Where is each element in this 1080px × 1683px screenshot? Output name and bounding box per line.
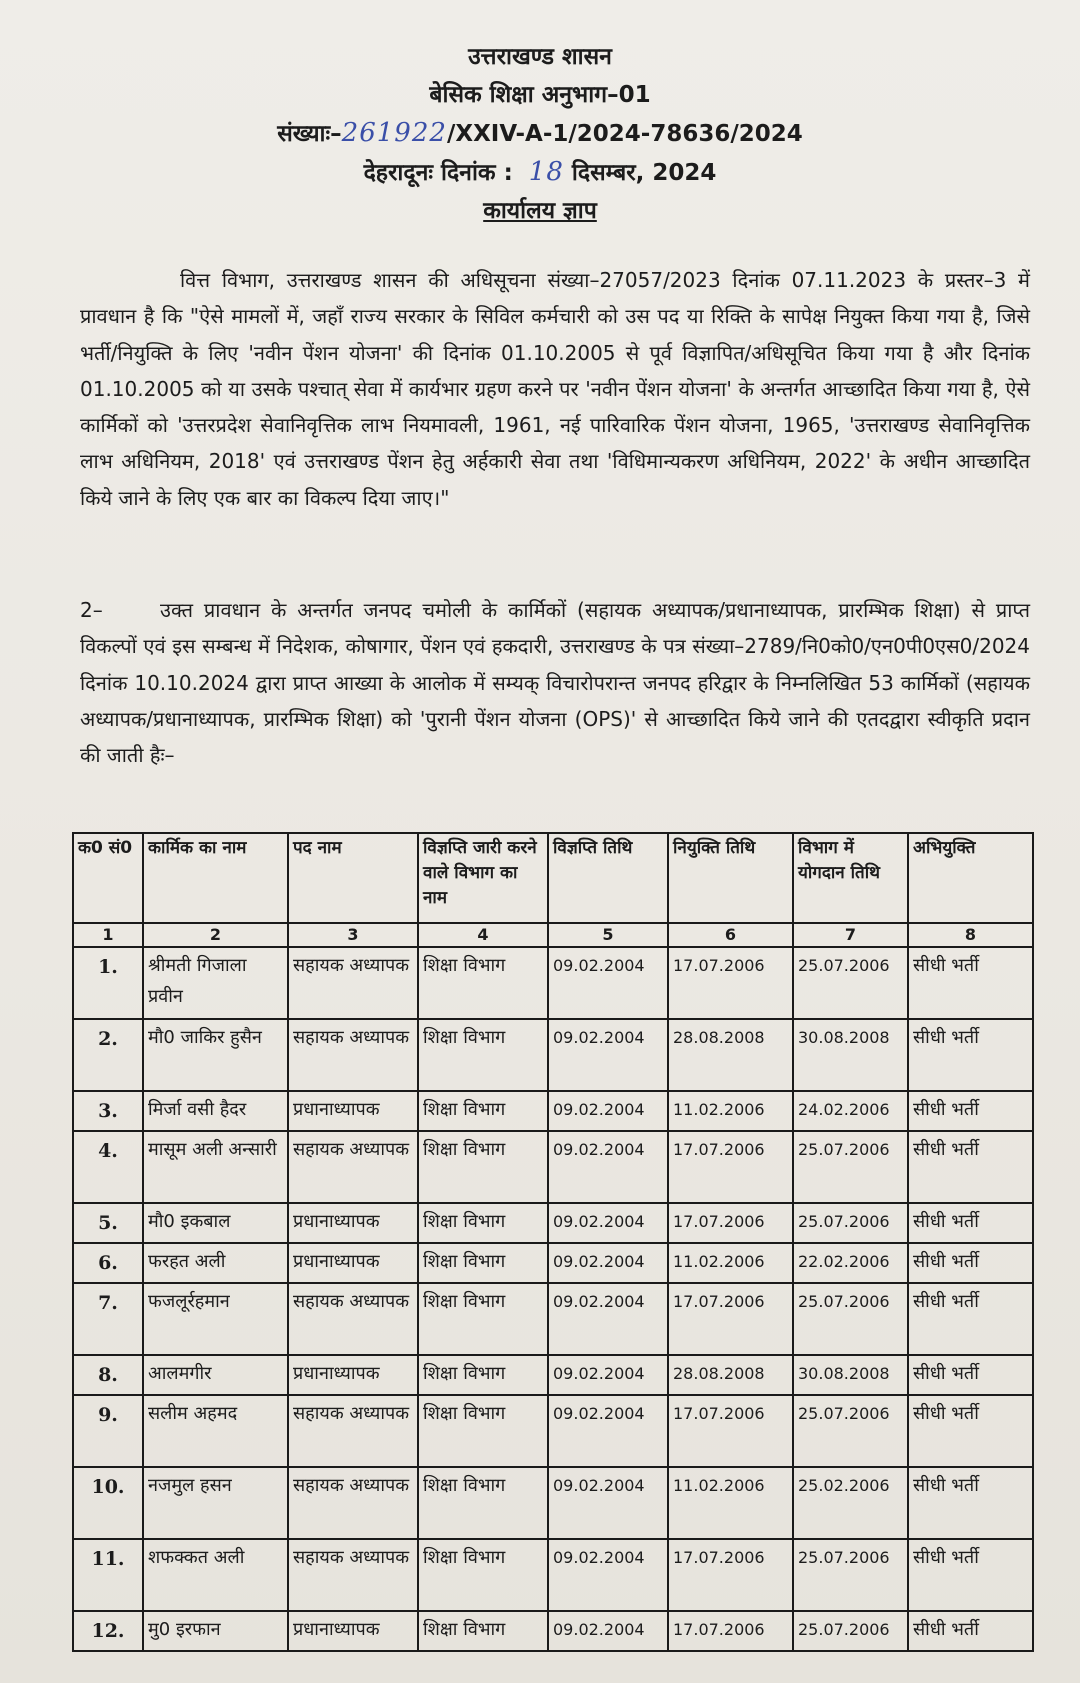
department-cell: शिक्षा विभाग (418, 947, 548, 1019)
joining-date-cell: 25.07.2006 (793, 947, 908, 1019)
handwritten-number: 261922 (341, 118, 447, 148)
handwritten-date: 18 (528, 157, 564, 187)
paragraph-number: 2– (80, 598, 103, 622)
advert-date-cell: 09.02.2004 (548, 1019, 668, 1091)
name-cell: मु0 इरफान (143, 1611, 288, 1651)
advert-date-cell: 09.02.2004 (548, 1539, 668, 1611)
appointment-date-cell: 11.02.2006 (668, 1243, 793, 1283)
serial-cell: 9. (73, 1395, 143, 1467)
section-name: बेसिक शिक्षा अनुभाग–01 (429, 82, 651, 108)
department-cell: शिक्षा विभाग (418, 1355, 548, 1395)
remarks-cell: सीधी भर्ती (908, 1355, 1033, 1395)
paragraph-1: वित्त विभाग, उत्तराखण्ड शासन की अधिसूचना संख्या–27057/2023 दिनांक 07.11.2023 के प्रस्तर–3 में प्रावधान है कि "ऐसे मामलों में, जहाँ राज्य सरकार के सिविल कर्मचारी को उस पद या रिक्ति के सापेक्ष नियुक्त किया गया है, जिसे भर्ती/नियुक्ति के लिए 'नवीन पेंशन योजना' की दिनांक 01.10.2005 से पूर्व विज्ञापित/अधिसूचित किया गया है और दिनांक 01.10.2005 को या उसके पश्चात् सेवा में कार्यभार ग्रहण करने पर 'नवीन पेंशन योजना' के अन्तर्गत आच्छादित किया गया है, ऐसे कार्मिकों को 'उत्तरप्रदेश सेवानिवृत्तिक लाभ नियमावली, 1961, नई पारिवारिक पेंशन योजना, 1965, 'उत्तराखण्ड सेवानिवृत्तिक लाभ अधिनियम, 2018' एवं उत्तराखण्ड पेंशन हेतु अर्हकारी सेवा तथा 'विधिमान्यकरण अधिनियम, 2022' के अधीन आच्छादित किये जाने के लिए एक बार का विकल्प दिया जाए।" (80, 268, 1030, 510)
joining-date-cell: 25.02.2006 (793, 1467, 908, 1539)
date-suffix: दिसम्बर, 2024 (571, 160, 717, 186)
name-cell: मौ0 जाकिर हुसैन (143, 1019, 288, 1091)
remarks-cell: सीधी भर्ती (908, 1243, 1033, 1283)
appointment-date-cell: 28.08.2008 (668, 1355, 793, 1395)
post-cell: सहायक अध्यापक (288, 1019, 418, 1091)
table-row (73, 1019, 1033, 1091)
department-cell: शिक्षा विभाग (418, 1243, 548, 1283)
name-cell: मासूम अली अन्सारी (143, 1131, 288, 1203)
advert-date-cell: 09.02.2004 (548, 1203, 668, 1243)
advert-date-cell: 09.02.2004 (548, 1395, 668, 1467)
name-cell: श्रीमती गिजाला प्रवीन (143, 947, 288, 1019)
serial-cell: 4. (73, 1131, 143, 1203)
appointment-date-cell: 28.08.2008 (668, 1019, 793, 1091)
joining-date-cell: 22.02.2006 (793, 1243, 908, 1283)
advert-date-cell: 09.02.2004 (548, 1131, 668, 1203)
department-cell: शिक्षा विभाग (418, 1539, 548, 1611)
joining-date-cell: 25.07.2006 (793, 1131, 908, 1203)
column-index: 4 (418, 923, 548, 947)
post-cell: सहायक अध्यापक (288, 1539, 418, 1611)
column-index: 3 (288, 923, 418, 947)
remarks-cell: सीधी भर्ती (908, 1611, 1033, 1651)
table-row (73, 1243, 1033, 1283)
remarks-cell: सीधी भर्ती (908, 1467, 1033, 1539)
name-cell: आलमगीर (143, 1355, 288, 1395)
advert-date-cell: 09.02.2004 (548, 1355, 668, 1395)
joining-date-cell: 30.08.2008 (793, 1355, 908, 1395)
remarks-cell: सीधी भर्ती (908, 1131, 1033, 1203)
name-cell: सलीम अहमद (143, 1395, 288, 1467)
department-cell: शिक्षा विभाग (418, 1203, 548, 1243)
table-row (73, 1467, 1033, 1539)
employee-table (72, 832, 1034, 1652)
remarks-cell: सीधी भर्ती (908, 1283, 1033, 1355)
appointment-date-cell: 11.02.2006 (668, 1091, 793, 1131)
department-cell: शिक्षा विभाग (418, 1283, 548, 1355)
column-index: 2 (143, 923, 288, 947)
remarks-cell: सीधी भर्ती (908, 1203, 1033, 1243)
appointment-date-cell: 17.07.2006 (668, 1611, 793, 1651)
paragraph-2 (80, 592, 1030, 773)
joining-date-cell: 25.07.2006 (793, 1611, 908, 1651)
post-cell: प्रधानाध्यापक (288, 1091, 418, 1131)
table-row (73, 1203, 1033, 1243)
name-cell: फरहत अली (143, 1243, 288, 1283)
name-cell: फजलूर्रहमान (143, 1283, 288, 1355)
letter-header (0, 38, 1080, 230)
serial-cell: 12. (73, 1611, 143, 1651)
table-row (73, 947, 1033, 1019)
letter-date (0, 153, 1080, 192)
reference-suffix: /XXIV-A-1/2024-78636/2024 (446, 121, 803, 147)
post-cell: सहायक अध्यापक (288, 947, 418, 1019)
serial-cell: 10. (73, 1467, 143, 1539)
department-cell: शिक्षा विभाग (418, 1611, 548, 1651)
column-index: 5 (548, 923, 668, 947)
advert-date-cell: 09.02.2004 (548, 1091, 668, 1131)
post-cell: सहायक अध्यापक (288, 1467, 418, 1539)
appointment-date-cell: 11.02.2006 (668, 1467, 793, 1539)
serial-cell: 2. (73, 1019, 143, 1091)
column-index: 8 (908, 923, 1033, 947)
advert-date-cell: 09.02.2004 (548, 1243, 668, 1283)
table-row (73, 1539, 1033, 1611)
remarks-cell: सीधी भर्ती (908, 1539, 1033, 1611)
appointment-date-cell: 17.07.2006 (668, 1539, 793, 1611)
joining-date-cell: 30.08.2008 (793, 1019, 908, 1091)
post-cell: प्रधानाध्यापक (288, 1355, 418, 1395)
advert-date-cell: 09.02.2004 (548, 947, 668, 1019)
table-header-row (73, 833, 1033, 923)
name-cell: शफक्कत अली (143, 1539, 288, 1611)
department-cell: शिक्षा विभाग (418, 1395, 548, 1467)
remarks-cell: सीधी भर्ती (908, 947, 1033, 1019)
advert-date-cell: 09.02.2004 (548, 1283, 668, 1355)
appointment-date-cell: 17.07.2006 (668, 1283, 793, 1355)
department-cell: शिक्षा विभाग (418, 1019, 548, 1091)
date-label: देहरादूनः दिनांक : (363, 160, 513, 186)
serial-cell: 8. (73, 1355, 143, 1395)
joining-date-cell: 25.07.2006 (793, 1283, 908, 1355)
name-cell: मौ0 इकबाल (143, 1203, 288, 1243)
department-cell: शिक्षा विभाग (418, 1467, 548, 1539)
header-department: विज्ञप्ति जारी करने वाले विभाग का नाम (418, 833, 548, 923)
header-post: पद नाम (288, 833, 418, 923)
appointment-date-cell: 17.07.2006 (668, 1203, 793, 1243)
column-index: 6 (668, 923, 793, 947)
advert-date-cell: 09.02.2004 (548, 1611, 668, 1651)
post-cell: प्रधानाध्यापक (288, 1243, 418, 1283)
remarks-cell: सीधी भर्ती (908, 1395, 1033, 1467)
table-row (73, 1131, 1033, 1203)
appointment-date-cell: 17.07.2006 (668, 947, 793, 1019)
joining-date-cell: 25.07.2006 (793, 1395, 908, 1467)
name-cell: नजमुल हसन (143, 1467, 288, 1539)
header-serial: क0 सं0 (73, 833, 143, 923)
memo-title: कार्यालय ज्ञाप (483, 198, 597, 224)
table-row (73, 1355, 1033, 1395)
table-row (73, 1283, 1033, 1355)
serial-cell: 7. (73, 1283, 143, 1355)
joining-date-cell: 24.02.2006 (793, 1091, 908, 1131)
advert-date-cell: 09.02.2004 (548, 1467, 668, 1539)
department-cell: शिक्षा विभाग (418, 1131, 548, 1203)
serial-cell: 5. (73, 1203, 143, 1243)
serial-cell: 3. (73, 1091, 143, 1131)
joining-date-cell: 25.07.2006 (793, 1203, 908, 1243)
reference-label: संख्याः– (277, 121, 342, 147)
appointment-date-cell: 17.07.2006 (668, 1131, 793, 1203)
column-index: 1 (73, 923, 143, 947)
appointment-date-cell: 17.07.2006 (668, 1395, 793, 1467)
column-index: 7 (793, 923, 908, 947)
header-advert-date: विज्ञप्ति तिथि (548, 833, 668, 923)
table-row (73, 1091, 1033, 1131)
joining-date-cell: 25.07.2006 (793, 1539, 908, 1611)
header-remarks: अभियुक्ति (908, 833, 1033, 923)
paragraph-2-text: उक्त प्रावधान के अन्तर्गत जनपद चमोली के कार्मिकों (सहायक अध्यापक/प्रधानाध्यापक, प्रारम्भिक शिक्षा) से प्राप्त विकल्पों एवं इस सम्बन्ध में निदेशक, कोषागार, पेंशन एवं हकदारी, उत्तराखण्ड के पत्र संख्या–2789/नि0को0/एन0पी0एस0/2024 दिनांक 10.10.2024 द्वारा प्राप्त आख्या के आलोक में सम्यक् विचारोपरान्त जनपद हरिद्वार के निम्नलिखित 53 कार्मिकों (सहायक अध्यापक/प्रधानाध्यापक, प्रारम्भिक शिक्षा) को 'पुरानी पेंशन योजना (OPS)' से आच्छादित किये जाने की एतदद्वारा स्वीकृति प्रदान की जाती हैः– (80, 598, 1030, 768)
government-name: उत्तराखण्ड शासन (468, 44, 612, 70)
serial-cell: 1. (73, 947, 143, 1019)
remarks-cell: सीधी भर्ती (908, 1091, 1033, 1131)
header-name: कार्मिक का नाम (143, 833, 288, 923)
post-cell: प्रधानाध्यापक (288, 1203, 418, 1243)
post-cell: प्रधानाध्यापक (288, 1611, 418, 1651)
header-joining-date: विभाग में योगदान तिथि (793, 833, 908, 923)
reference-number (0, 114, 1080, 153)
remarks-cell: सीधी भर्ती (908, 1019, 1033, 1091)
post-cell: सहायक अध्यापक (288, 1131, 418, 1203)
header-appointment-date: नियुक्ति तिथि (668, 833, 793, 923)
post-cell: सहायक अध्यापक (288, 1283, 418, 1355)
table-row (73, 1395, 1033, 1467)
serial-cell: 6. (73, 1243, 143, 1283)
column-index-row (73, 923, 1033, 947)
name-cell: मिर्जा वसी हैदर (143, 1091, 288, 1131)
serial-cell: 11. (73, 1539, 143, 1611)
post-cell: सहायक अध्यापक (288, 1395, 418, 1467)
department-cell: शिक्षा विभाग (418, 1091, 548, 1131)
table-row (73, 1611, 1033, 1651)
